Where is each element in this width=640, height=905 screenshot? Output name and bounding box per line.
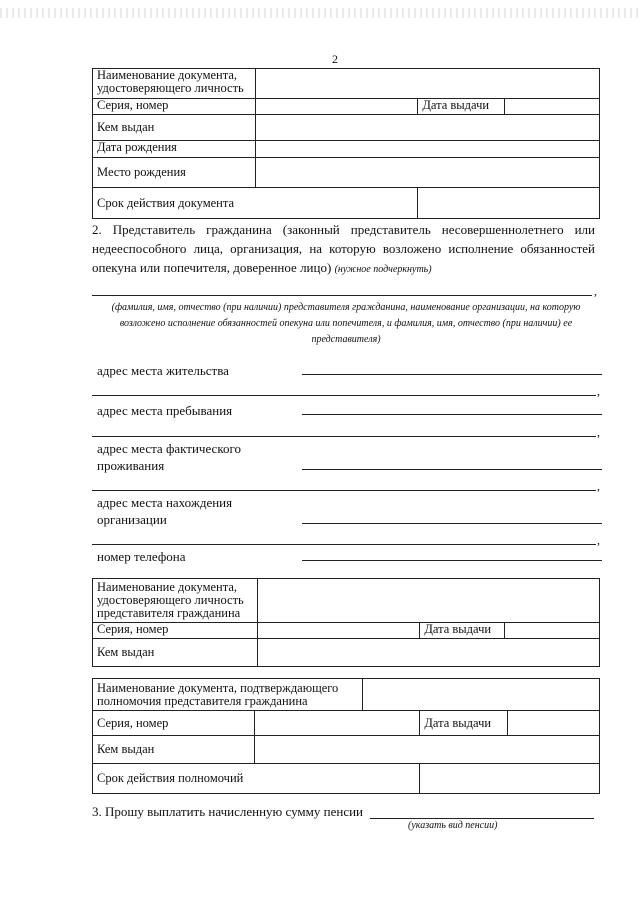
doc-name-field[interactable] [255,69,599,99]
authority-document-table [92,678,600,794]
authority-issued-by-label: Кем выдан [93,736,255,764]
rep-doc-name-line-2: удостоверяющего личность [97,593,244,607]
actual-address-line-1[interactable] [302,469,602,470]
doc-name-label: Наименование документа, удостоверяющего личность [93,69,256,99]
identity-document-table [92,68,600,219]
birth-place-label: Место рождения [93,158,256,188]
representative-name-line[interactable] [92,295,592,296]
stay-address-label: адрес места пребывания [97,403,233,418]
authority-series-label: Серия, номер [93,711,255,736]
rep-doc-name-label [93,579,258,623]
org-address-label-1: адрес места нахождения [97,495,233,510]
comma: , [597,425,600,439]
authority-issue-date-field[interactable] [508,711,600,736]
comma: , [597,533,600,547]
authority-validity-label: Срок действия полномочий [93,764,420,794]
residence-address-line-2[interactable] [92,395,596,396]
section-2-note: (нужное подчеркнуть) [334,264,432,275]
issued-by-label: Кем выдан [93,115,256,141]
authority-doc-name-label: Наименование документа, подтверждающего полномочия представителя гражданина [93,679,363,711]
pension-type-line[interactable] [370,818,594,819]
comma: , [597,384,600,398]
birth-place-field[interactable] [255,158,599,188]
section-3-text: 3. Прошу выплатить начисленную сумму пенсии [92,804,364,819]
org-address-label-2: организации [97,512,167,527]
residence-address-line-1[interactable] [302,374,602,375]
rep-doc-name-line-1: Наименование документа, [97,580,238,594]
authority-validity-field[interactable] [420,764,600,794]
comma: , [597,479,600,493]
series-field[interactable] [255,99,418,115]
issue-date-field[interactable] [505,99,600,115]
rep-issued-by-label: Кем выдан [93,639,258,667]
validity-field[interactable] [418,188,600,219]
birth-date-field[interactable] [255,141,599,158]
comma: , [594,284,597,298]
actual-address-line-2[interactable] [92,490,596,491]
rep-series-label: Серия, номер [93,623,258,639]
representative-caption: (фамилия, имя, отчество (при наличии) представителя гражданина, наименование организации, на которую возложено исполнение обязанностей опекуна или попечителя, и фамилия, имя, отчество (при наличии) ее представителя) [111,302,581,345]
stay-address-line-1[interactable] [302,414,602,415]
org-address-line-2[interactable] [92,544,596,545]
rep-doc-name-field[interactable] [257,579,599,623]
section-2-text: 2. Представитель гражданина (законный представитель несовершеннолетнего или недееспособного лица, организация, на которую возложено исполнение обязанностей опекуна или попечителя, доверенное лицо) [92,222,595,275]
rep-issue-date-label: Дата выдачи [420,623,505,639]
residence-address-label: адрес места жительства [97,363,229,378]
authority-doc-name-field[interactable] [362,679,599,711]
rep-issue-date-field[interactable] [505,623,600,639]
page-number: 2 [332,52,338,66]
issued-by-field[interactable] [255,115,599,141]
rep-issued-by-field[interactable] [257,639,599,667]
authority-issue-date-label: Дата выдачи [420,711,508,736]
pension-type-note: (указать вид пенсии) [408,820,498,831]
series-label: Серия, номер [93,99,256,115]
phone-line[interactable] [302,560,602,561]
actual-address-label-1: адрес места фактического [97,441,241,456]
stay-address-line-2[interactable] [92,436,596,437]
phone-label: номер телефона [97,549,186,564]
scan-artifact [0,8,640,18]
authority-series-field[interactable] [254,711,420,736]
rep-doc-name-line-3: представителя гражданина [97,606,241,620]
birth-date-label: Дата рождения [93,141,256,158]
org-address-line-1[interactable] [302,523,602,524]
actual-address-label-2: проживания [97,458,165,473]
authority-issued-by-field[interactable] [254,736,599,764]
section-2-paragraph [92,220,595,279]
rep-series-field[interactable] [257,623,420,639]
representative-document-table [92,578,600,667]
issue-date-label: Дата выдачи [418,99,505,115]
validity-label: Срок действия документа [93,188,418,219]
